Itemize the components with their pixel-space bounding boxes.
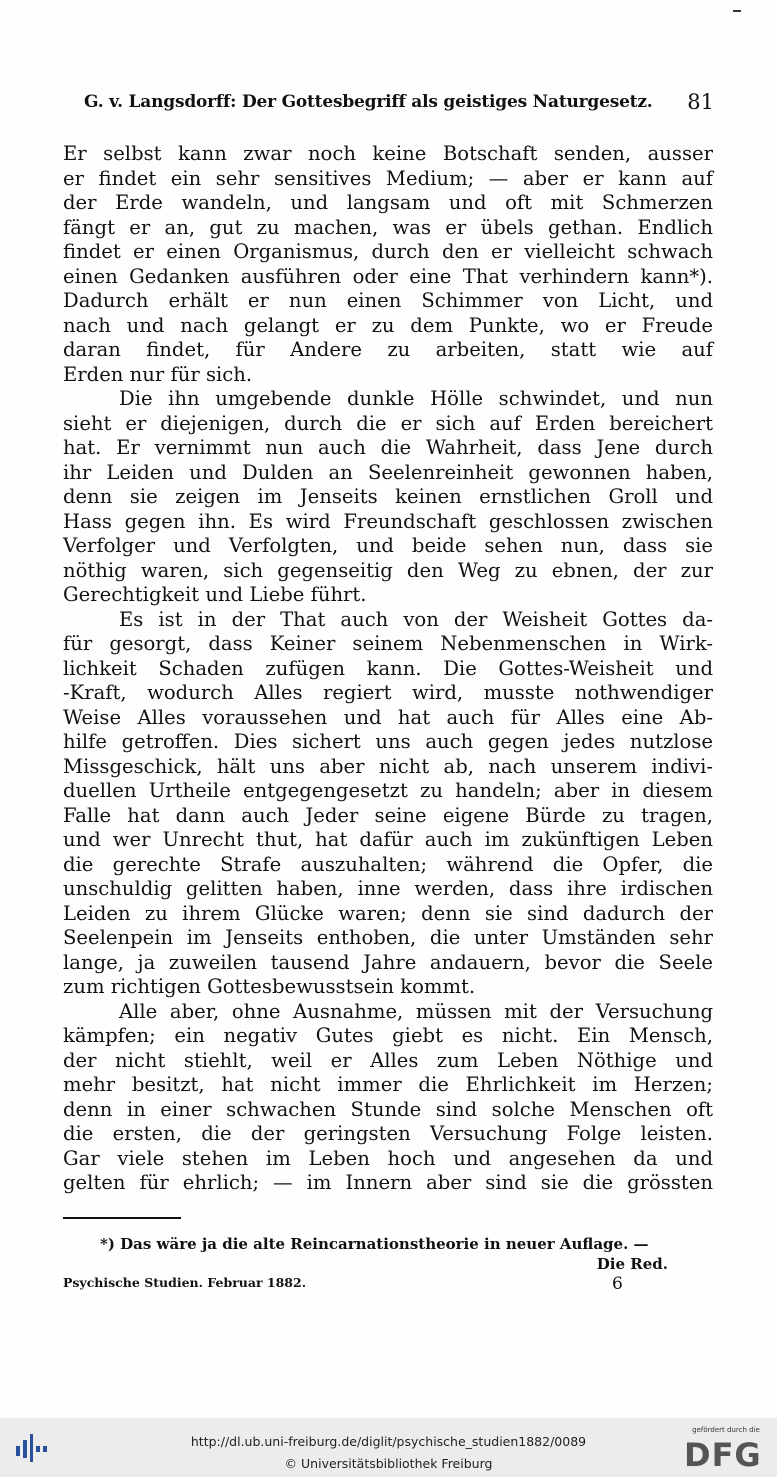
text-line: Missgeschick, hält uns aber nicht ab, nach unserem indivi-	[63, 754, 713, 778]
text-line: gelten für ehrlich; — im Innern aber sind sie die grössten	[63, 1171, 713, 1194]
text-line: Seelenpein im Jenseits enthoben, die unter Umständen sehr	[63, 926, 713, 949]
footnote-rule	[63, 1217, 181, 1219]
text-line: sieht er diejenigen, durch die er sich auf Erden bereichert	[63, 411, 713, 435]
dfg-logo-text: DFG	[684, 1436, 762, 1474]
text-line: hilfe getroffen. Dies sichert uns auch gegen jedes nutzlose	[63, 730, 713, 753]
text-line: nach und nach gelangt er zu dem Punkte, wo er Freude	[63, 313, 713, 337]
signature-mark: 6	[612, 1274, 623, 1294]
page-url-link[interactable]: http://dl.ub.uni-freiburg.de/diglit/psychische_studien1882/0089	[190, 1434, 587, 1449]
text-line: unschuldig gelitten haben, inne werden, dass ihre irdischen	[63, 877, 713, 900]
text-line: lange, ja zuweilen tausend Jahre andauern, bevor die Seele	[63, 950, 713, 974]
text-line: Falle hat dann auch Jeder seine eigene Bürde zu tragen,	[63, 803, 713, 827]
corner-mark	[733, 10, 741, 12]
text-line: und wer Unrecht thut, hat dafür auch im zukünftigen Leben	[63, 828, 713, 851]
text-line: Die ihn umgebende dunkle Hölle schwindet, und nun	[119, 387, 713, 410]
text-line: findet er einen Organismus, durch den er vielleicht schwach	[63, 240, 713, 263]
dfg-logo	[680, 1426, 772, 1474]
text-line: Weise Alles voraussehen und hat auch für Alles eine Ab-	[63, 705, 713, 729]
text-line: -Kraft, wodurch Alles regiert wird, musste nothwendiger	[63, 681, 713, 704]
text-line: mehr besitzt, hat nicht immer die Ehrlichkeit im Herzen;	[63, 1073, 713, 1096]
text-line: nöthig waren, sich gegenseitig den Weg zu ebnen, der zur	[63, 558, 713, 582]
text-line: Es ist in der That auch von der Weisheit Gottes da-	[119, 607, 713, 631]
running-title: G. v. Langsdorff: Der Gottesbegriff als geistiges Naturgesetz.	[84, 92, 653, 112]
text-line: hat. Er vernimmt nun auch die Wahrheit, dass Jene durch	[63, 436, 713, 459]
journal-footer: Psychische Studien. Februar 1882.	[63, 1275, 307, 1290]
text-line: einen Gedanken ausführen oder eine That verhindern kann*).	[63, 264, 713, 288]
footnote-text: *) Das wäre ja die alte Reincarnationstheorie in neuer Auflage. —	[100, 1235, 649, 1253]
text-line: kämpfen; ein negativ Gutes giebt es nicht. Ein Mensch,	[63, 1024, 713, 1047]
text-line: zum richtigen Gottesbewusstsein kommt.	[63, 975, 476, 998]
text-line: ihr Leiden und Dulden an Seelenreinheit gewonnen haben,	[63, 460, 713, 484]
text-line: lichkeit Schaden zufügen kann. Die Gottes-Weisheit und	[63, 656, 713, 680]
text-line: denn sie zeigen im Jenseits keinen ernstlichen Groll und	[63, 485, 713, 508]
page-number: 81	[687, 90, 714, 114]
text-line: Erden nur für sich.	[63, 362, 253, 386]
text-line: Alle aber, ohne Ausnahme, müssen mit der Versuchung	[119, 999, 713, 1023]
text-line: er findet ein sehr sensitives Medium; — aber er kann auf	[63, 166, 713, 190]
text-line: Dadurch erhält er nun einen Schimmer von Licht, und	[63, 289, 713, 312]
text-line: Leiden zu ihrem Glücke waren; denn sie sind dadurch der	[63, 901, 713, 925]
text-line: daran findet, für Andere zu arbeiten, statt wie auf	[63, 338, 713, 361]
dfg-caption: gefördert durch die	[692, 1426, 760, 1434]
footnote-signature: Die Red.	[596, 1255, 668, 1273]
text-line: Gerechtigkeit und Liebe führt.	[63, 583, 367, 606]
text-line: duellen Urtheile entgegengesetzt zu handeln; aber in diesem	[63, 779, 713, 802]
text-line: Er selbst kann zwar noch keine Botschaft senden, ausser	[63, 142, 713, 165]
text-line: die gerechte Strafe auszuhalten; während die Opfer, die	[63, 852, 713, 876]
copyright-text: © Universitätsbibliothek Freiburg	[284, 1456, 493, 1471]
footnote	[100, 1234, 698, 1274]
running-header	[84, 92, 714, 122]
text-line: Verfolger und Verfolgten, und beide sehen nun, dass sie	[63, 534, 713, 557]
text-line: der Erde wandeln, und langsam und oft mit Schmerzen	[63, 191, 713, 214]
text-line: denn in einer schwachen Stunde sind solche Menschen oft	[63, 1097, 713, 1121]
text-line: fängt er an, gut zu machen, was er übels gethan. Endlich	[63, 215, 713, 239]
text-line: für gesorgt, dass Keiner seinem Nebenmenschen in Wirk-	[63, 632, 713, 655]
viewer-footer-bar	[0, 1418, 777, 1477]
text-line: Gar viele stehen im Leben hoch und angesehen da und	[63, 1146, 713, 1170]
text-line: die ersten, die der geringsten Versuchung Folge leisten.	[63, 1122, 713, 1145]
text-line: der nicht stiehlt, weil er Alles zum Leben Nöthige und	[63, 1048, 713, 1072]
text-line: Hass gegen ihn. Es wird Freundschaft geschlossen zwischen	[63, 509, 713, 533]
body-text	[63, 142, 713, 1196]
